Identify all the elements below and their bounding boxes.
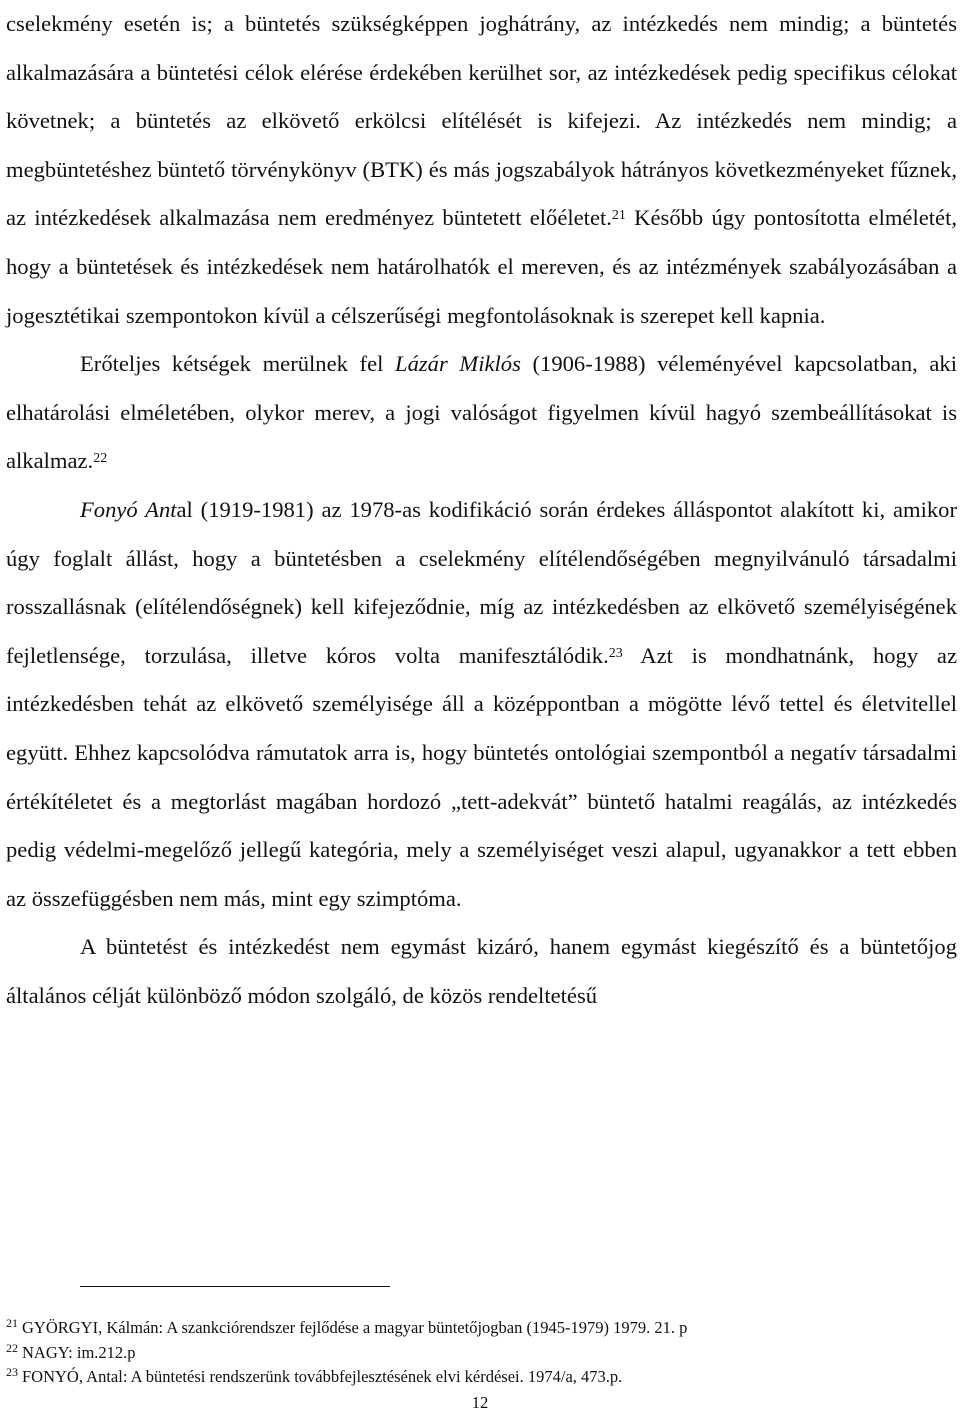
paragraph-3	[6, 486, 957, 923]
footnotes	[6, 1316, 956, 1390]
body-text	[6, 0, 957, 1020]
paragraph-2-text-a: Erőteljes kétségek merülnek fel	[80, 351, 396, 377]
paragraph-1-text-b: Később úgy pontosította elméletét, hogy a büntetések és intézkedések nem határolhatók el mereven, és az intézmények szabályozásában a jogesztétikai szempontokon kívül a célszerűségi megfontolásoknak is szerepet kell kapnia.	[6, 205, 958, 328]
author-name-fonyo-rest: al	[176, 496, 193, 522]
footnote-23	[6, 1365, 956, 1390]
author-name-fonyo: Fonyó Ant	[80, 496, 177, 522]
page-number: 12	[471, 1393, 489, 1412]
footnote-number: 22	[6, 1340, 18, 1355]
author-name-lazar: Lázár Miklós	[395, 351, 521, 377]
paragraph-2	[6, 340, 957, 486]
footnote-text: NAGY: im.212.p	[22, 1342, 136, 1362]
footnote-ref-22[interactable]: 22	[93, 451, 108, 467]
paragraph-4-text: A büntetést és intézkedést nem egymást kizáró, hanem egymást kiegészítő és a büntetőjog általános célját különböző módon szolgáló, de közös rendeltetésű	[6, 934, 957, 1008]
paragraph-3-text-b: Azt is mondhatnánk, hogy az intézkedésben tehát az elkövető személyisége áll a középpontban a mögötte lévő tettel és életvitellel együtt. Ehhez kapcsolódva rámutatok arra is, hogy büntetés ontológiai szempontból a negatív társadalmi értékítéletet és a megtorlást magában hordozó „tett-adekvát” büntető hatalmi reagálás, az intézkedés pedig védelmi-megelőző jellegű kategória, mely a személyiséget veszi alapul, ugyanakkor a tett ebben az összefüggésben nem más, mint egy szimptóma.	[6, 642, 957, 911]
footnote-ref-21[interactable]: 21	[611, 208, 626, 224]
footnote-number: 23	[6, 1365, 18, 1379]
footnote-21	[6, 1316, 956, 1341]
paragraph-4	[6, 923, 957, 1020]
footnote-text: GYÖRGYI, Kálmán: A szankciórendszer fejlődése a magyar büntetőjogban (1945-1979) 1979. 21. p	[22, 1318, 688, 1337]
paragraph-2-text-b: (1906-1988) véleményével kapcsolatban, aki elhatárolási elméletében, olykor merev, a jogi valóságot figyelmen kívül hagyó szembeállításokat is alkalmaz.	[6, 351, 957, 474]
footnote-separator	[80, 1286, 390, 1287]
footnote-number: 21	[6, 1316, 18, 1330]
footnote-text: FONYÓ, Antal: A büntetési rendszerünk továbbfejlesztésének elvi kérdései. 1974/a, 473.p.	[22, 1367, 623, 1386]
footnote-22	[6, 1341, 956, 1366]
paragraph-1-text-a: cselekmény esetén is; a büntetés szükségképpen joghátrány, az intézkedés nem mindig; a büntetés alkalmazására a büntetési célok elérése érdekében kerülhet sor, az intézkedések pedig specifikus célokat követnek; a büntetés az elkövető erkölcsi elítélését is kifejezi. Az intézkedés nem mindig; a megbüntetéshez büntető törvénykönyv (BTK) és más jogszabályok hátrányos következményeket fűznek, az intézkedések alkalmazása nem eredményez büntetett előéletet.	[6, 11, 957, 231]
paragraph-3-text-a: (1919-1981) az 1978-as kodifikáció során érdekes álláspontot alakított ki, amikor úgy foglalt állást, hogy a büntetésben a cselekmény elítélendőségében megnyilvánuló társadalmi rosszallásnak (elítélendőségnek) kell kifejeződnie, míg az intézkedésben az elkövető személyiségének fejletlensége, torzulása, illetve kóros volta manifesztálódik.	[6, 496, 957, 668]
paragraph-1	[6, 0, 957, 340]
footnote-ref-23[interactable]: 23	[608, 645, 623, 661]
